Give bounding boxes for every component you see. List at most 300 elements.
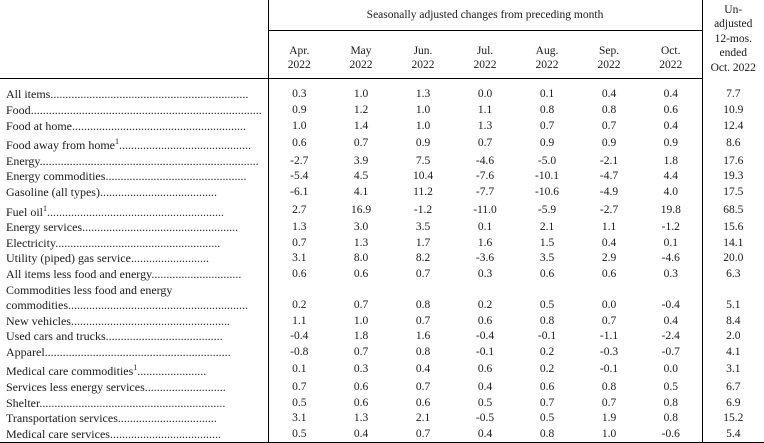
spacer-cell [268,79,330,88]
header-unadjusted-12mos [702,0,764,79]
cell-month-value: 1.8 [353,330,369,343]
cell-month-value: 0.6 [539,267,555,280]
cell-month-value [578,283,640,299]
cell-unadjusted-12mos: 17.6 [702,154,764,170]
header-month-sep-line2: 2022 [597,59,621,71]
table-row [0,220,764,236]
dot-leader: .......................................................... [72,118,246,133]
header-month-may-line1: May [350,44,372,57]
cell-month-value: 10.4 [412,170,434,183]
cell-unadjusted-12mos: 14.1 [702,236,764,252]
cell-month-value: 0.2 [539,363,555,376]
cell-month-value: -10.6 [535,185,559,198]
table-row [0,267,764,283]
cell-month-value: 0.7 [353,137,369,150]
row-label [0,220,268,236]
row-label-text: Food away from home [6,138,115,153]
cell-month-value [516,283,578,299]
table-row [0,185,764,201]
cell-month-value: -5.9 [537,203,557,216]
cell-month-value [454,283,516,299]
table-row [0,154,764,170]
cell-month-value: 1.0 [601,427,617,440]
header-month-oct-line1: Oct. [661,44,681,57]
dot-leader: ....................................... [99,184,217,199]
cell-month-value: 0.6 [663,103,678,116]
cell-month-value: 1.1 [477,103,493,116]
header-month-oct-2022 [640,31,702,79]
spacer-cell [640,79,702,88]
row-label [0,103,268,119]
cell-unadjusted-12mos: 12.4 [702,119,764,135]
cell-month-value: 3.9 [353,154,369,167]
cell-month-value: 0.7 [539,119,555,132]
cell-month-value: 0.6 [477,314,493,327]
table-header [0,0,764,79]
cell-unadjusted-12mos: 5.1 [702,298,764,314]
header-month-sep-line1: Sep. [598,44,620,57]
cell-month-value: 0.5 [539,412,555,425]
cell-month-value: -1.1 [599,330,619,343]
header-month-aug-line2: 2022 [535,59,559,71]
dot-leader: ........................................................... [47,204,225,219]
row-label-text: Medical care services [6,426,110,441]
dot-leader: ....................... [137,364,207,379]
spacer-cell [330,79,392,88]
cell-month-value: -0.4 [475,330,495,343]
row-label [0,314,268,330]
cell-month-value: 11.2 [413,185,433,198]
header-month-jul-line2: 2022 [473,59,497,71]
cell-month-value: -2.4 [661,330,680,343]
table-row [0,103,764,119]
header-month-jun-line1: Jun. [413,44,433,57]
header-month-jul-2022 [454,31,516,79]
cell-unadjusted-12mos: 6.3 [702,267,764,283]
dot-leader: .................................................... [82,220,239,235]
cell-month-value: -4.6 [661,252,680,265]
cell-month-value: 0.9 [539,137,555,150]
cell-month-value: 0.6 [539,381,555,394]
cell-month-value: 0.2 [539,345,555,358]
cell-month-value: 0.8 [663,412,678,425]
cell-month-value: -0.4 [661,299,680,312]
cell-month-value: 0.8 [539,314,555,327]
cell-month-value: 0.3 [268,87,330,103]
row-label [0,154,268,170]
footnote-marker: 1 [133,363,138,373]
table-row [0,380,764,396]
cell-month-value: 0.7 [539,396,555,409]
cell-month-value: 0.6 [353,396,369,409]
cell-month-value: -1.2 [661,221,680,234]
cell-unadjusted-12mos: 4.1 [702,345,764,361]
cell-month-value: 16.9 [350,203,372,216]
cell-month-value: 0.4 [477,381,493,394]
cell-month-value: 3.5 [415,221,431,234]
cell-unadjusted-12mos: 6.9 [702,396,764,412]
header-stub-blank [0,31,268,79]
row-label-text: Shelter [6,395,40,410]
table-row [0,298,764,314]
dot-leader: ............................................... [105,169,247,184]
cell-month-value: 2.1 [415,412,431,425]
row-label-text: Gasoline (all types) [6,184,100,199]
header-month-jun-line2: 2022 [411,59,435,71]
cell-month-value: 1.6 [415,330,431,343]
table-row [0,314,764,330]
cell-month-value: -0.4 [268,329,330,345]
header-month-oct-line2: 2022 [659,59,683,71]
cell-month-value: -11.0 [473,203,497,216]
cell-month-value: -2.7 [599,203,619,216]
table-row [0,251,764,267]
row-label-text: Energy [6,153,40,168]
cell-unadjusted-12mos: 7.7 [702,87,764,103]
cell-month-value: 0.1 [539,88,555,101]
row-label-text: Transportation services [6,411,118,426]
cell-month-value: -3.6 [475,252,495,265]
cell-month-value: 2.9 [601,252,617,265]
table-row [0,329,764,345]
cell-month-value: 1.0 [415,119,431,132]
cell-month-value: 0.7 [601,314,617,327]
table-row [0,360,764,380]
cell-month-value: 0.4 [601,236,617,249]
header-month-jun-2022 [392,31,454,79]
cell-month-value: 0.5 [663,381,678,394]
cell-month-value: 0.5 [477,396,493,409]
row-label-text: New vehicles [6,313,71,328]
cell-month-value: 1.0 [415,103,431,116]
row-label [0,134,268,154]
dot-leader: .............................................................. [44,344,231,359]
cell-month-value: 0.3 [663,267,678,280]
row-label-text: All items less food and energy [6,266,152,281]
cell-month-value: 0.7 [601,396,617,409]
cell-month-value: 1.0 [353,314,369,327]
cell-month-value: 1.6 [477,236,493,249]
dot-leader: ..................................... [109,426,221,441]
cell-month-value: 0.8 [415,345,431,358]
cell-month-value: 4.5 [353,170,369,183]
header-month-may-2022 [330,31,392,79]
table-row [0,283,764,299]
cell-month-value: -0.6 [661,427,680,440]
cell-month-value: 0.1 [268,360,330,380]
cell-month-value: 0.6 [268,134,330,154]
cell-month-value: 0.6 [353,267,369,280]
row-label-text: Energy services [6,220,83,235]
cell-month-value: 0.6 [353,381,369,394]
row-label [0,185,268,201]
cell-unadjusted-12mos [702,283,764,299]
cell-month-value: 1.3 [268,220,330,236]
header-month-aug-2022 [516,31,578,79]
cell-month-value: 3.5 [539,252,555,265]
table-row [0,427,764,443]
header-month-may-line2: 2022 [349,59,373,71]
table-row [0,411,764,427]
cell-month-value: 1.2 [353,103,369,116]
cell-month-value: 3.1 [268,411,330,427]
footnote-marker: 1 [43,203,48,213]
cell-month-value: 0.5 [268,427,330,443]
header-unadj-line-3: 12-mos. [714,32,752,45]
cell-month-value: 0.2 [477,299,493,312]
cell-month-value: 0.8 [601,381,617,394]
spacer-cell [392,79,454,88]
spacer-cell [702,79,764,88]
header-unadj-line-4: ended [719,47,747,60]
cell-month-value: 0.8 [601,103,617,116]
cell-unadjusted-12mos: 15.6 [702,220,764,236]
dot-leader: ............................................................ [68,298,248,313]
cell-month-value: 0.8 [663,396,678,409]
cell-month-value: 0.7 [415,314,431,327]
spacer-cell [516,79,578,88]
cell-month-value: 0.9 [268,103,330,119]
cell-month-value: 0.7 [268,236,330,252]
cell-month-value: 0.1 [663,236,678,249]
cell-month-value: -0.1 [475,345,495,358]
cell-unadjusted-12mos: 8.6 [702,134,764,154]
cell-month-value: 8.0 [353,252,369,265]
cell-unadjusted-12mos: 19.3 [702,169,764,185]
cell-unadjusted-12mos: 15.2 [702,411,764,427]
row-label [0,345,268,361]
cell-month-value [268,283,330,299]
cell-month-value: 1.1 [601,221,617,234]
cell-month-value: 0.7 [415,427,431,440]
cell-month-value: -0.1 [537,330,557,343]
dot-leader: ................................. [117,411,217,426]
row-label [0,298,268,314]
cell-month-value: -5.4 [268,169,330,185]
cell-month-value: -0.8 [268,345,330,361]
cell-month-value: -1.2 [413,203,433,216]
cell-month-value: 0.7 [268,380,330,396]
table-row [0,345,764,361]
cell-month-value: 0.3 [353,363,369,376]
row-label [0,119,268,135]
table-top-spacer [0,79,764,88]
cell-month-value: 0.4 [477,427,493,440]
row-label-text: Food at home [6,118,72,133]
cell-month-value: -4.9 [599,185,619,198]
cell-month-value: 4.1 [353,185,369,198]
cell-month-value: 0.5 [268,396,330,412]
cell-month-value: 1.0 [353,88,369,101]
dot-leader: ............................................ [118,138,251,153]
cell-month-value: -10.1 [535,170,559,183]
spacer-cell [454,79,516,88]
cell-month-value: 0.2 [268,298,330,314]
cell-month-value: 0.9 [663,137,678,150]
cell-month-value: 1.3 [477,119,493,132]
footnote-marker: 1 [114,137,119,147]
cell-month-value: 0.0 [601,299,617,312]
dot-leader: .............................................................. [39,395,226,410]
cell-month-value: 0.0 [477,88,493,101]
cell-month-value: 1.4 [353,119,369,132]
spacer-cell [578,79,640,88]
cell-month-value: 1.0 [268,119,330,135]
dot-leader: ............................................................................. [30,102,262,117]
cell-month-value: -5.0 [537,154,557,167]
cell-month-value: -2.1 [599,154,619,167]
cell-month-value: 3.0 [353,221,369,234]
row-label [0,427,268,443]
cell-month-value: 0.4 [663,119,678,132]
dot-leader: ....................................................... [55,235,221,250]
row-label [0,236,268,252]
cell-month-value: 0.4 [663,314,678,327]
dot-leader: ..................................................... [70,313,230,328]
row-label-text: Electricity [6,235,56,250]
row-label [0,283,268,299]
cell-month-value: -4.6 [475,154,495,167]
cell-month-value: 0.1 [477,221,493,234]
cell-month-value: 0.8 [415,299,431,312]
cell-month-value: 1.7 [415,236,431,249]
cell-month-value: 0.9 [601,137,617,150]
cell-month-value: 0.7 [353,345,369,358]
row-label [0,251,268,267]
cell-month-value: 0.3 [477,267,493,280]
cell-month-value: 2.7 [268,201,330,221]
cell-month-value [392,283,454,299]
cell-month-value [640,283,702,299]
cell-month-value: 0.4 [353,427,369,440]
header-month-apr-2022 [268,31,330,79]
table-body [0,79,764,443]
cell-month-value: 0.7 [353,299,369,312]
cell-month-value: 1.3 [415,88,431,101]
cell-unadjusted-12mos: 17.5 [702,185,764,201]
table-row [0,396,764,412]
header-unadj-line-2: adjusted [714,18,753,31]
cell-month-value: 0.6 [477,363,493,376]
cell-month-value: 0.8 [539,103,555,116]
row-label-text: Apparel [6,344,45,359]
row-label-text: Medical care commodities [6,364,134,379]
spacer-cell [0,79,268,88]
row-label [0,380,268,396]
dot-leader: .................................................................. [50,87,249,102]
cell-month-value: 0.4 [415,363,431,376]
cell-month-value: 0.7 [415,267,431,280]
row-label [0,396,268,412]
cell-unadjusted-12mos: 8.4 [702,314,764,330]
cell-unadjusted-12mos: 5.4 [702,427,764,443]
cell-month-value: -4.7 [599,170,619,183]
cell-month-value: 1.9 [601,412,617,425]
dot-leader: .......................... [130,251,209,266]
header-unadj-line-5: Oct. 2022 [710,61,756,74]
header-month-apr-line2: 2022 [287,59,311,71]
cell-month-value: 4.0 [663,185,678,198]
cell-month-value: 0.6 [415,396,431,409]
cell-month-value: 0.0 [663,363,678,376]
cell-unadjusted-12mos: 2.0 [702,329,764,345]
cell-unadjusted-12mos: 6.7 [702,380,764,396]
row-label-text: Utility (piped) gas service [6,251,131,266]
cell-month-value: -0.3 [599,345,619,358]
row-label-text: Energy commodities [6,169,106,184]
table-row [0,119,764,135]
dot-leader: .............................. [151,266,242,281]
row-label-text: Commodities less food and energy [6,282,173,297]
header-month-aug-line1: Aug. [535,44,559,57]
dot-leader: ........................... [144,380,226,395]
cell-month-value: 8.2 [415,252,431,265]
cell-month-value: 7.5 [415,154,431,167]
row-label [0,267,268,283]
dot-leader: ....................................... [105,329,223,344]
table-row [0,201,764,221]
cell-unadjusted-12mos: 3.1 [702,360,764,380]
header-month-jul-line1: Jul. [476,44,494,57]
header-month-apr-line1: Apr. [289,44,310,57]
row-label [0,329,268,345]
header-seasonally-adjusted-title: Seasonally adjusted changes from preceding month [268,0,702,31]
cell-month-value: -0.7 [661,345,680,358]
cell-month-value: 1.1 [268,314,330,330]
row-label [0,87,268,103]
cell-month-value: 4.4 [663,170,678,183]
cell-month-value: 0.7 [601,119,617,132]
dot-leader: ......................................................................... [39,153,259,168]
cell-month-value: 0.6 [268,267,330,283]
row-label-text: All items [6,87,51,102]
cell-month-value: 1.3 [353,236,369,249]
row-label-text: Used cars and trucks [6,329,106,344]
cell-month-value: 0.9 [415,137,431,150]
cell-month-value: -0.1 [599,363,619,376]
cell-month-value: -7.7 [475,185,495,198]
header-unadj-line-1: Un- [724,4,743,16]
table-row [0,134,764,154]
cell-month-value: 0.7 [477,137,493,150]
cell-month-value: 3.1 [268,251,330,267]
cell-month-value: 1.8 [663,154,678,167]
table-row [0,236,764,252]
row-label-text: commodities [6,298,68,313]
table-row [0,169,764,185]
row-label [0,360,268,380]
cell-month-value: 19.8 [660,203,681,216]
row-label-text: Food [6,102,31,117]
row-label-text: Fuel oil [6,204,44,219]
cell-unadjusted-12mos: 10.9 [702,103,764,119]
cell-unadjusted-12mos: 68.5 [702,201,764,221]
cell-month-value: 0.4 [601,88,617,101]
row-label [0,169,268,185]
row-label [0,201,268,221]
cell-month-value: 0.5 [539,299,555,312]
cell-month-value: 0.8 [539,427,555,440]
cell-month-value: 1.5 [539,236,555,249]
row-label [0,411,268,427]
header-corner-blank [0,0,268,31]
cell-month-value: -0.5 [475,412,495,425]
cell-month-value: 0.7 [415,381,431,394]
row-label-text: Services less energy services [6,380,145,395]
table-row [0,87,764,103]
header-month-sep-2022 [578,31,640,79]
cell-unadjusted-12mos: 20.0 [702,251,764,267]
